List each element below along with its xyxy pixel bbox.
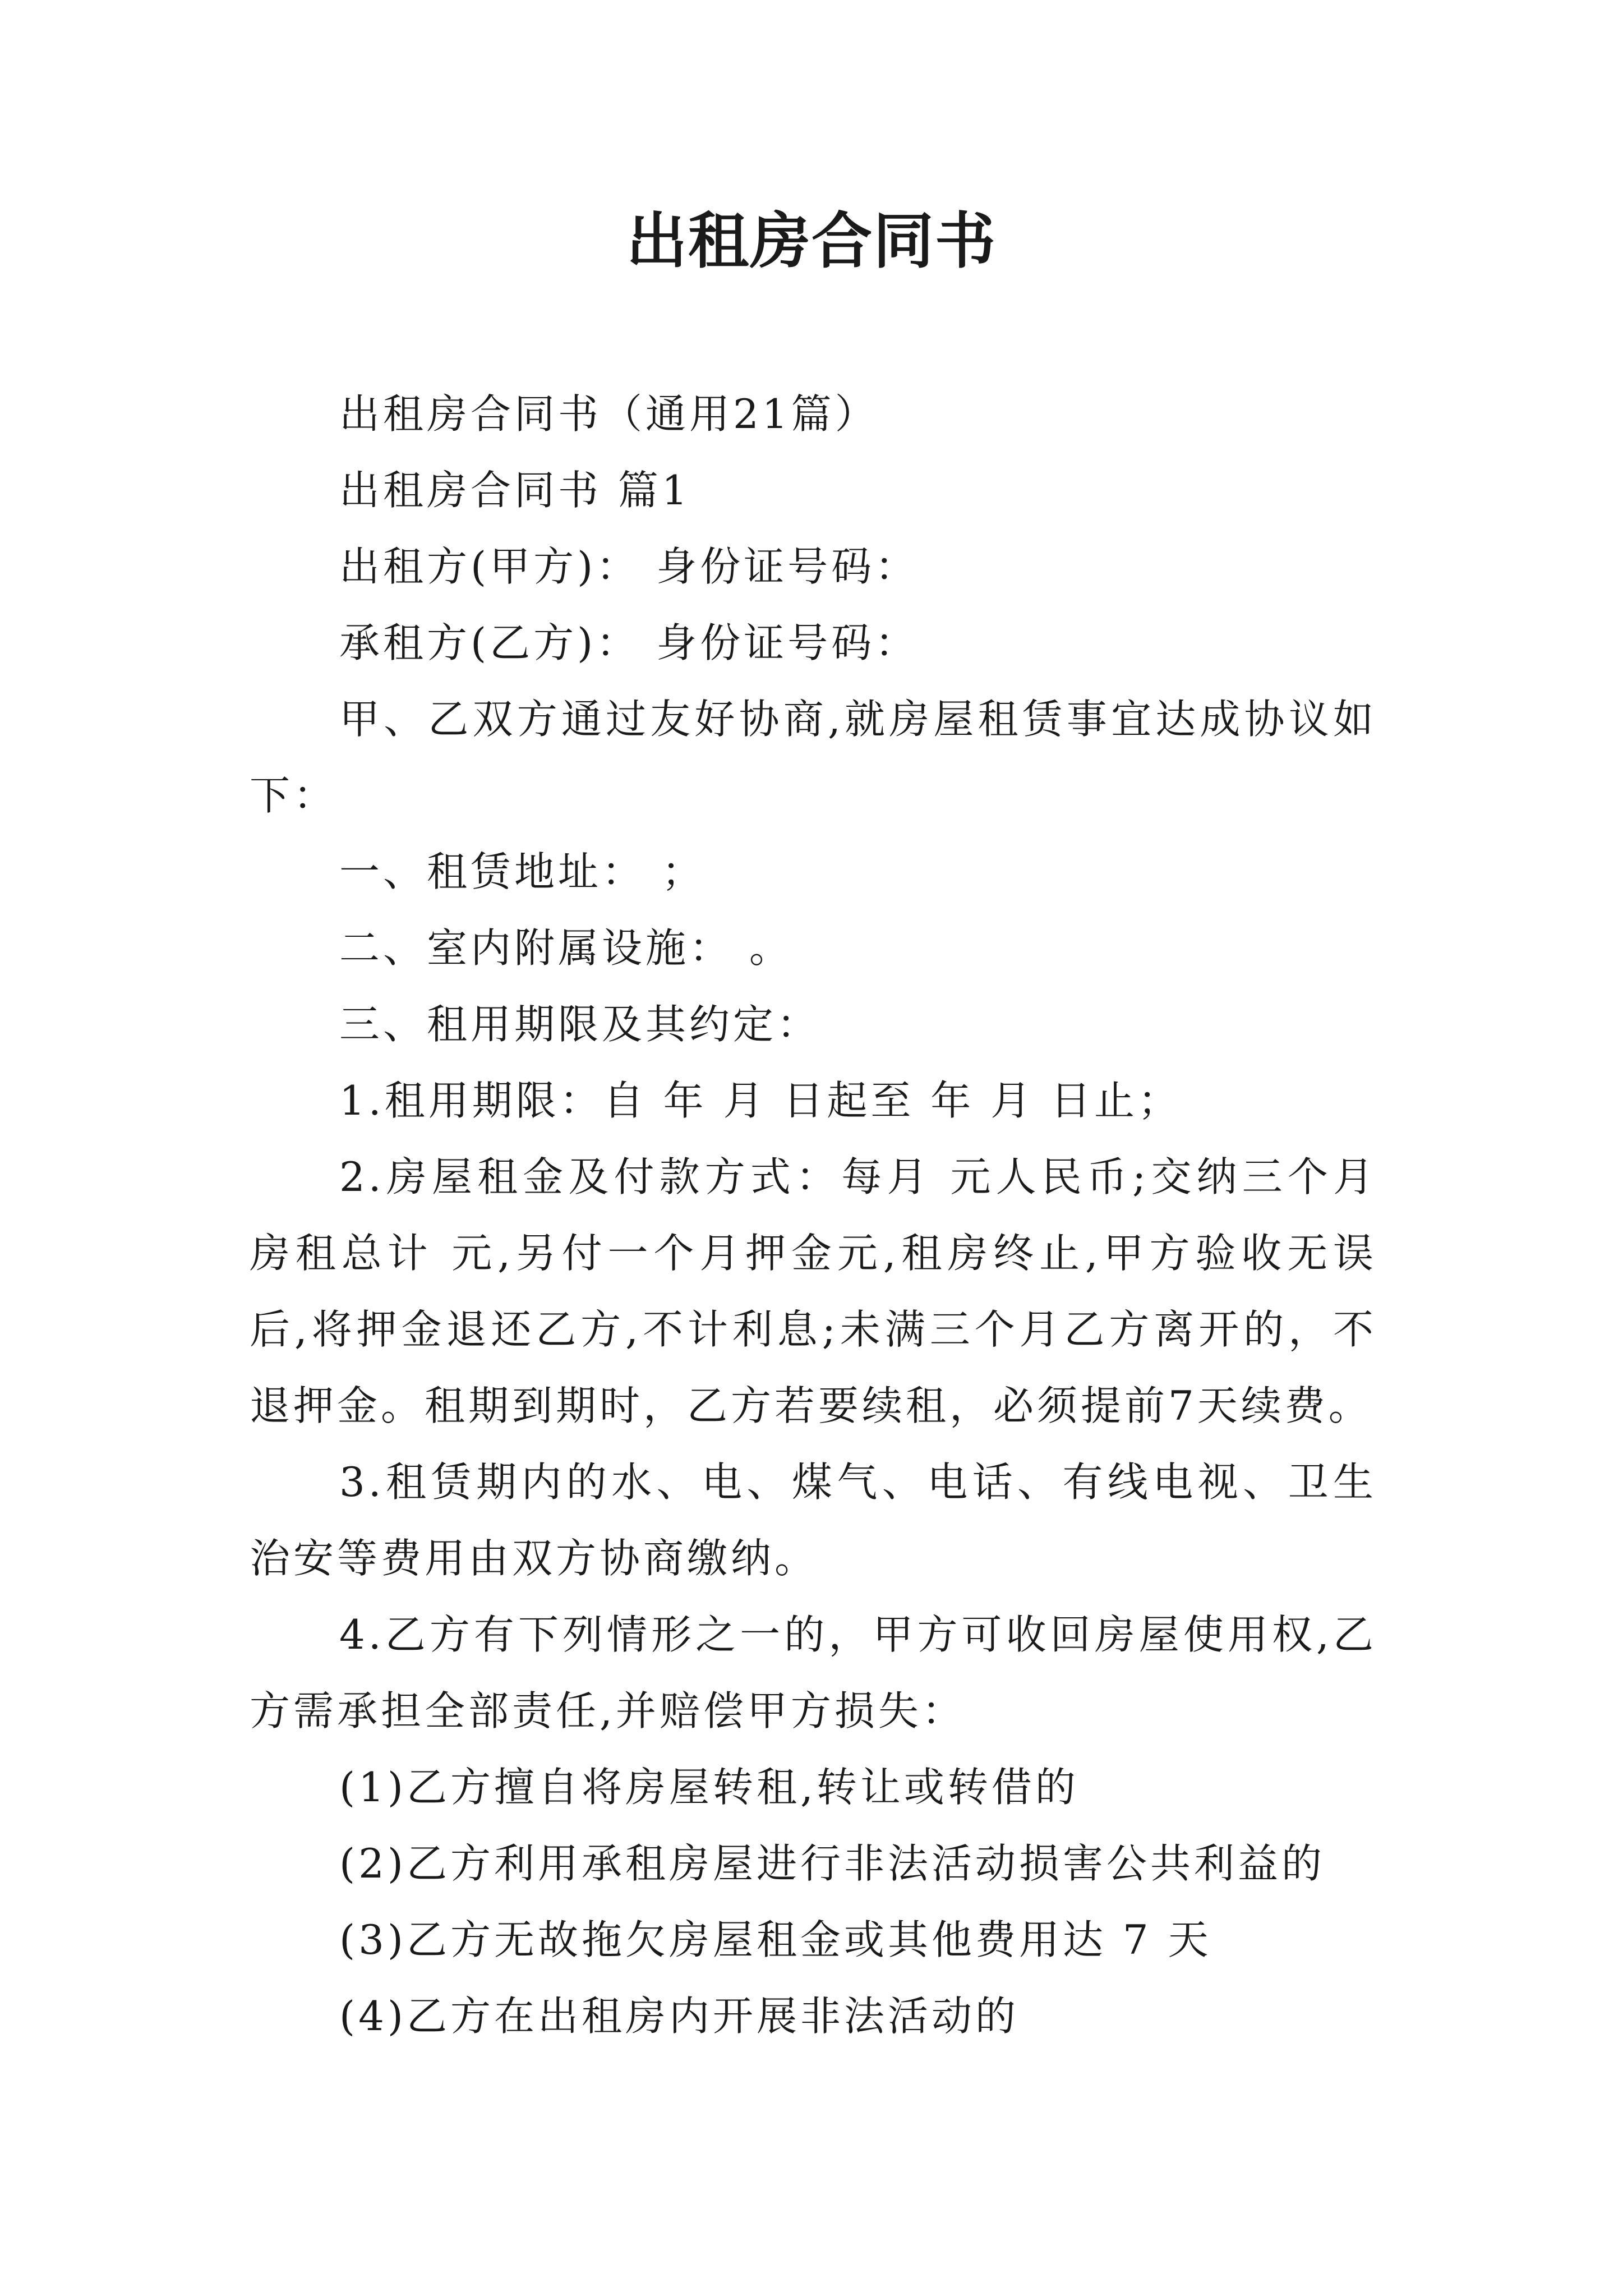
- paragraph: 2.房屋租金及付款方式：每月 元人民币;交纳三个月房租总计 元,另付一个月押金元,租房终止,甲方验收无误后,将押金退还乙方,不计利息;未满三个月乙方离开的，不退押金。租期到期时，乙方若要续租，必须提前7天续费。: [250, 1153, 1377, 1429]
- paragraph: 出租房合同书（通用21篇）: [339, 390, 879, 438]
- paragraph: 3.租赁期内的水、电、煤气、电话、有线电视、卫生治安等费用由双方协商缴纳。: [250, 1458, 1377, 1582]
- paragraph: 一、租赁地址： ；: [339, 848, 706, 895]
- paragraph: (1)乙方擅自将房屋转租,转让或转借的: [339, 1764, 1079, 1811]
- paragraph: (4)乙方在出租房内开展非法活动的: [339, 1993, 1019, 2040]
- paragraph: 甲、乙双方通过友好协商,就房屋租赁事宜达成协议如下：: [250, 696, 1377, 819]
- paragraph: 承租方(乙方)： 身份证号码：: [339, 619, 919, 666]
- document-title: 出租房合同书: [626, 206, 997, 277]
- paragraph: 4.乙方有下列情形之一的，甲方可收回房屋使用权,乙方需承担全部责任,并赔偿甲方损失：: [250, 1611, 1377, 1734]
- document-body: [250, 376, 1377, 2054]
- paragraph: 出租房合同书 篇1: [339, 467, 691, 514]
- paragraph: 出租方(甲方)： 身份证号码：: [339, 543, 919, 590]
- paragraph: 1.租用期限：自 年 月 日起至 年 月 日止；: [339, 1077, 1182, 1124]
- paragraph: 三、租用期限及其约定：: [339, 1001, 821, 1048]
- paragraph: (2)乙方利用承租房屋进行非法活动损害公共利益的: [339, 1840, 1325, 1887]
- paragraph: (3)乙方无故拖欠房屋租金或其他费用达 7 天: [339, 1916, 1212, 1963]
- paragraph: 二、室内附属设施： 。: [339, 924, 793, 972]
